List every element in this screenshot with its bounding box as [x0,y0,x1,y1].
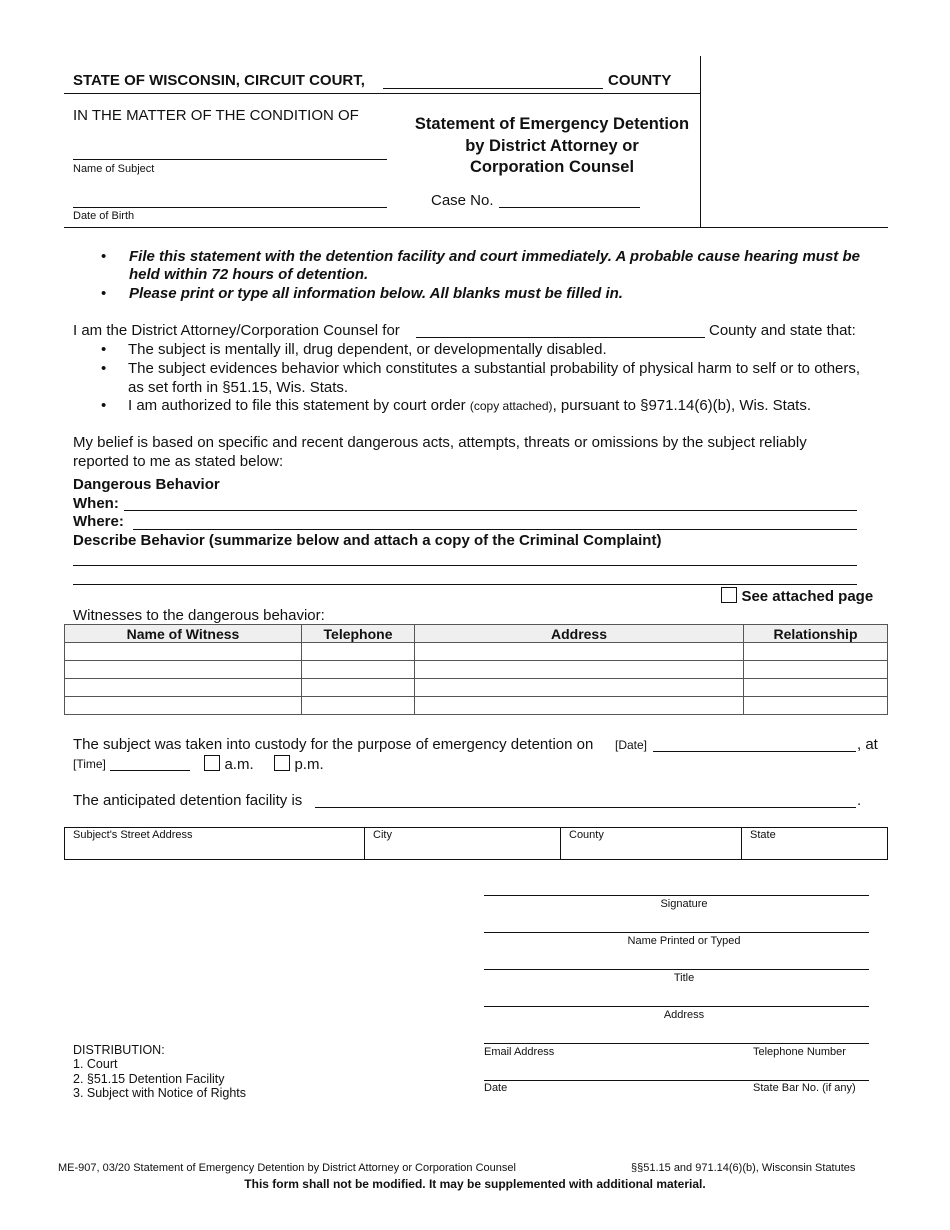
witness-telephone-cell[interactable] [302,679,415,697]
table-row [65,661,888,679]
district-county-field[interactable] [416,337,705,338]
form-title-line-1: Statement of Emergency Detention [414,115,690,133]
street-address-cell[interactable] [65,828,365,859]
belief-paragraph: My belief is based on specific and recent dangerous acts, attempts, threats or omissions by the subject reliably reported to me as stated below: [73,434,807,470]
statement-bullet-3: • [101,397,107,414]
signature-label: Signature [660,898,708,910]
witness-name-cell[interactable] [65,643,302,661]
list-item: 3. Subject with Notice of Rights [73,1085,246,1100]
custody-time-field[interactable] [110,770,190,771]
witness-table [64,624,888,715]
state-cell[interactable] [742,828,887,859]
distribution-heading: DISTRIBUTION: [73,1043,165,1057]
address-label: Address [663,1009,705,1021]
custody-date-field[interactable] [653,751,856,752]
table-row [65,643,888,661]
name-printed-label: Name Printed or Typed [627,935,741,947]
pm-checkbox[interactable] [274,755,290,771]
facility-text: The anticipated detention facility is [73,792,303,809]
instruction-1: File this statement with the detention facility and court immediately. A probable cause hearing must be held within 72 hours of detention. [129,248,860,283]
column-relationship: Relationship [744,625,888,643]
column-address: Address [415,625,744,643]
witness-address-cell[interactable] [415,697,744,715]
subject-name-field[interactable] [73,159,387,160]
date-bar-field[interactable] [484,1080,869,1081]
date-of-birth-field[interactable] [73,207,387,208]
city-label: City [373,829,392,841]
column-telephone: Telephone [302,625,415,643]
where-field[interactable] [133,529,857,530]
describe-behavior-label: Describe Behavior (summarize below and attach a copy of the Criminal Complaint) [73,532,662,549]
case-no-field[interactable] [499,207,640,208]
county-word: COUNTY [608,72,672,89]
table-row [65,697,888,715]
custody-text: The subject was taken into custody for the purpose of emergency detention on [73,736,594,753]
form-id: ME-907, 03/20 Statement of Emergency Detention by District Attorney or Corporation Counsel [58,1162,516,1174]
date-of-birth-label: Date of Birth [73,210,135,222]
county-cell[interactable] [561,828,742,859]
city-cell[interactable] [365,828,561,859]
statement-intro-end: County and state that: [709,322,856,339]
state-label: State [750,829,776,841]
detention-facility-field[interactable] [315,807,856,808]
witness-relationship-cell[interactable] [744,697,888,715]
email-telephone-field[interactable] [484,1043,869,1044]
when-field[interactable] [124,510,857,511]
distribution-list [73,1043,246,1100]
title-label: Title [673,972,695,984]
statement-item-2: The subject evidences behavior which constitutes a substantial probability of physical harm to self or to others, as set forth in §51.15, Wis. Stats. [128,360,861,396]
form-title-line-2: by District Attorney or [465,136,639,155]
court-prefix: STATE OF WISCONSIN, CIRCUIT COURT, [73,72,365,89]
witness-name-cell[interactable] [65,679,302,697]
table-row [65,679,888,697]
witness-name-cell[interactable] [65,661,302,679]
copy-attached-note: (copy attached) [469,399,553,413]
statement-item-3-end: , pursuant to §971.14(6)(b), Wis. Stats. [552,397,812,414]
instruction-2: Please print or type all information below. All blanks must be filled in. [129,285,623,302]
title-field[interactable] [484,969,869,970]
pm-label: p.m. [294,756,324,773]
custody-date-label: [Date] [615,738,648,752]
witness-address-cell[interactable] [415,661,744,679]
state-bar-label: State Bar No. (if any) [753,1082,856,1094]
behavior-description-line-2[interactable] [73,584,857,585]
telephone-number-label: Telephone Number [753,1046,846,1058]
county-label: County [569,829,604,841]
form-title [401,114,703,179]
see-attached-checkbox[interactable] [721,587,737,603]
where-label: Where: [73,513,124,530]
list-item: 2. §51.15 Detention Facility [73,1071,225,1086]
statement-item-3-start: I am authorized to file this statement by court order [128,397,466,414]
witness-telephone-cell[interactable] [302,643,415,661]
statement-bullet-1: • [101,341,107,358]
witness-table-header [65,625,888,643]
date-label: Date [484,1082,508,1094]
witness-relationship-cell[interactable] [744,643,888,661]
list-item: 1. Court [73,1057,118,1072]
pm-option[interactable] [274,755,324,774]
address-field[interactable] [484,1006,869,1007]
street-address-label: Subject's Street Address [73,829,193,841]
modification-notice: This form shall not be modified. It may be supplemented with additional material. [244,1177,706,1191]
subject-name-label: Name of Subject [73,163,155,175]
witness-relationship-cell[interactable] [744,679,888,697]
witness-telephone-cell[interactable] [302,661,415,679]
header-bottom-rule [64,227,888,228]
when-label: When: [73,495,119,512]
form-title-line-3: Corporation Counsel [469,158,635,176]
name-printed-field[interactable] [484,932,869,933]
statute-reference: §§51.15 and 971.14(6)(b), Wisconsin Statutes [631,1162,856,1174]
witness-name-cell[interactable] [65,697,302,715]
signature-field[interactable] [484,895,869,896]
witness-relationship-cell[interactable] [744,661,888,679]
witness-telephone-cell[interactable] [302,697,415,715]
witness-address-cell[interactable] [415,679,744,697]
subject-address-box [64,827,888,860]
statement-item-3 [128,397,811,414]
behavior-description-line-1[interactable] [73,565,857,566]
column-name-of-witness: Name of Witness [65,625,302,643]
see-attached-label: See attached page [741,588,874,605]
court-rule [64,93,700,94]
am-option[interactable] [204,755,254,774]
matter-label: IN THE MATTER OF THE CONDITION OF [73,107,359,124]
witnesses-label: Witnesses to the dangerous behavior: [73,607,325,624]
county-blank[interactable] [383,88,603,89]
witness-address-cell[interactable] [415,643,744,661]
am-checkbox[interactable] [204,755,220,771]
email-address-label: Email Address [484,1046,555,1058]
case-no-label: Case No. [431,192,494,209]
statement-item-1: The subject is mentally ill, drug dependent, or developmentally disabled. [128,341,607,358]
am-label: a.m. [224,756,254,773]
statement-bullet-2: • [101,360,107,377]
see-attached-option[interactable] [721,587,873,606]
instruction-bullet-2: • [101,285,107,302]
custody-time-label: [Time] [73,757,106,771]
facility-period: . [857,792,862,809]
statement-intro: I am the District Attorney/Corporation Counsel for [73,322,400,339]
custody-at: , at [857,736,878,753]
dangerous-behavior-heading: Dangerous Behavior [73,476,220,493]
instruction-bullet-1: • [101,248,107,265]
